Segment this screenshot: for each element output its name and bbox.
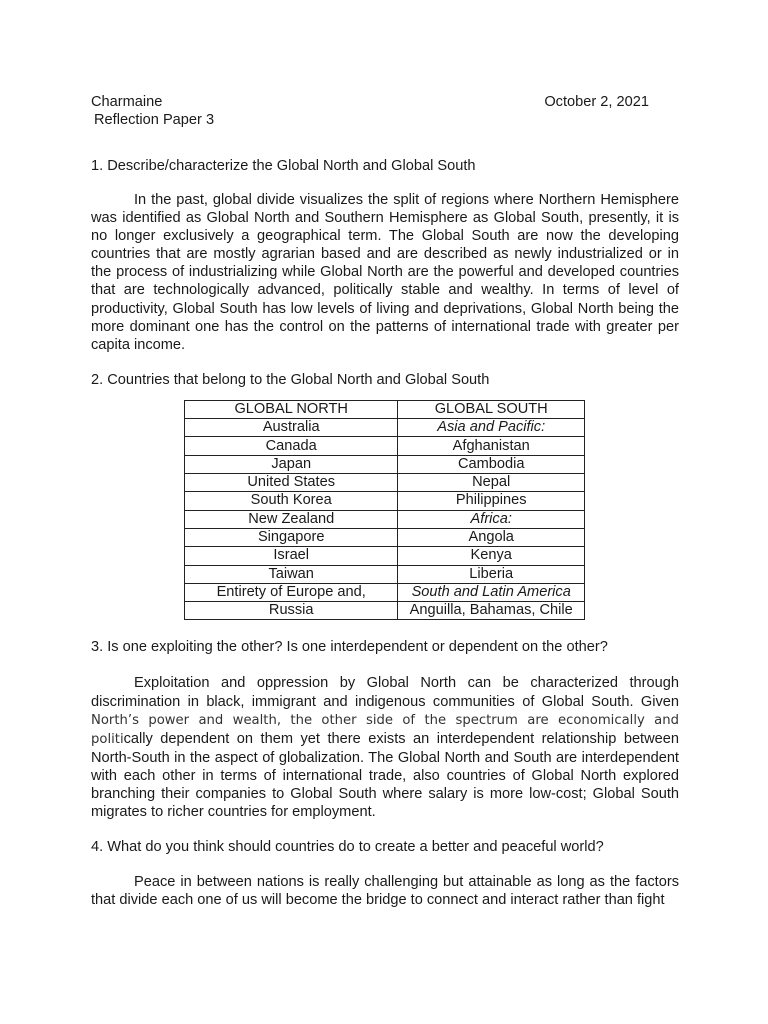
north-country: Entirety of Europe and, xyxy=(185,583,398,601)
table-header-row xyxy=(185,400,585,418)
south-region-heading: Asia and Pacific: xyxy=(398,419,585,437)
north-country: Russia xyxy=(185,602,398,620)
south-country: Cambodia xyxy=(398,455,585,473)
table-row xyxy=(185,602,585,620)
south-country: Angola xyxy=(398,528,585,546)
question-1: 1. Describe/characterize the Global North and Global South xyxy=(91,158,476,174)
answer-3-part-3: cally dependent on them yet there exists an interdependent relationship between North-South in the aspect of globalization. The Global North and South are interdependent with each other in terms of international trade, also countries of Global North explored branching their companies to Global South where salary is more low-cost; Global South migrates to richer countries for employment. xyxy=(91,730,679,821)
answer-3 xyxy=(91,674,679,821)
north-country: Israel xyxy=(185,547,398,565)
south-country: Liberia xyxy=(398,565,585,583)
south-country: Nepal xyxy=(398,474,585,492)
table-row xyxy=(185,510,585,528)
author-name: Charmaine xyxy=(91,94,163,110)
answer-4: Peace in between nations is really challenging but attainable as long as the factors that divide each one of us will become the bridge to connect and interact rather than fight xyxy=(91,874,679,909)
answer-1: In the past, global divide visualizes the split of regions where Northern Hemisphere was identified as Global North and Southern Hemisphere as Global South, presently, it is no longer exclusively a geographical term. The Global South are now the developing countries that are mostly agrarian based and are described as newly industrialized or in the process of industrializing while Global North are the powerful and developed countries that are technologically advanced, politically stable and wealthy. In terms of level of productivity, Global South has low levels of living and deprivations, Global North being the more dominant one has the control on the patterns of international trade with greater per capita income. xyxy=(91,192,679,353)
table-row xyxy=(185,565,585,583)
south-country: Kenya xyxy=(398,547,585,565)
table-row xyxy=(185,474,585,492)
table-row xyxy=(185,492,585,510)
north-country: Australia xyxy=(185,419,398,437)
table-row xyxy=(185,583,585,601)
question-2: 2. Countries that belong to the Global North and Global South xyxy=(91,371,490,388)
north-country: Japan xyxy=(185,455,398,473)
answer-3-part-2: North’s power and wealth, the other side of the spectrum are economically and politi xyxy=(91,712,679,747)
table-row xyxy=(185,419,585,437)
table-row xyxy=(185,455,585,473)
table-row xyxy=(185,547,585,565)
north-country: South Korea xyxy=(185,492,398,510)
south-country: Afghanistan xyxy=(398,437,585,455)
countries-table xyxy=(184,400,585,621)
south-country: Anguilla, Bahamas, Chile xyxy=(398,602,585,620)
north-country: New Zealand xyxy=(185,510,398,528)
document-header xyxy=(91,93,679,111)
north-country: Canada xyxy=(185,437,398,455)
north-country: Singapore xyxy=(185,528,398,546)
document-date: October 2, 2021 xyxy=(544,94,649,110)
south-region-heading: South and Latin America xyxy=(398,583,585,601)
question-3: 3. Is one exploiting the other? Is one interdependent or dependent on the other? xyxy=(91,639,608,656)
north-country: Taiwan xyxy=(185,565,398,583)
answer-3-part-1: Exploitation and oppression by Global North can be characterized through discrimination in black, immigrant and indigenous communities of Global South. Given xyxy=(91,675,679,710)
south-country: Philippines xyxy=(398,492,585,510)
paper-subtitle: Reflection Paper 3 xyxy=(94,112,215,128)
table-header-south: GLOBAL SOUTH xyxy=(398,400,585,418)
question-4: 4. What do you think should countries do to create a better and peaceful world? xyxy=(91,839,604,856)
table-row xyxy=(185,437,585,455)
south-region-heading: Africa: xyxy=(398,510,585,528)
north-country: United States xyxy=(185,474,398,492)
table-row xyxy=(185,528,585,546)
table-header-north: GLOBAL NORTH xyxy=(185,400,398,418)
document-page xyxy=(91,93,679,909)
